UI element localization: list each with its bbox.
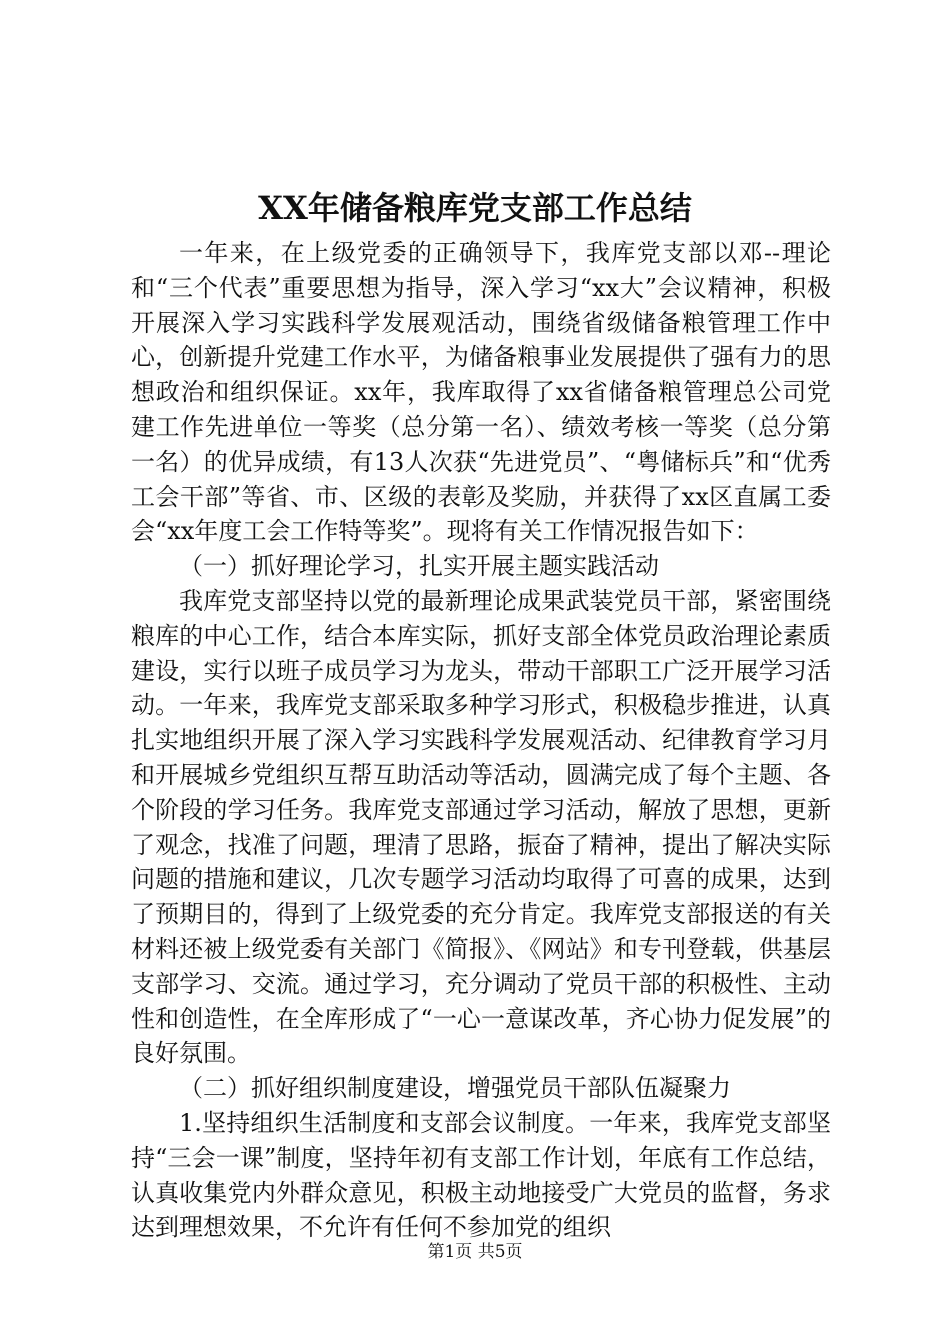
section-heading-2: （二）抓好组织制度建设，增强党员干部队伍凝聚力 — [179, 1074, 731, 1103]
intro-paragraph: 一年来，在上级党委的正确领导下，我库党支部以邓--理论和“三个代表”重要思想为指导，深入学习“xx大”会议精神，积极开展深入学习实践科学发展观活动，围绕省级储备粮管理工作中心，创新提升党建工作水平，为储备粮事业发展提供了强有力的思想政治和组织保证。xx年，我库取得了xx省储备粮管理总公司党建工作先进单位一等奖（总分第一名）、绩效考核一等奖（总分第一名）的优异成绩，有13人次获“先进党员”、“粤储标兵”和“优秀工会干部”等省、市、区级的表彰及奖励，并获得了xx区直属工委会“xx年度工会工作特等奖”。现将有关工作情况报告如下： — [131, 239, 831, 546]
section-heading-1: （一）抓好理论学习，扎实开展主题实践活动 — [179, 552, 659, 581]
document-title: XX年储备粮库党支部工作总结 — [258, 189, 692, 227]
page-footer: 第1页 共5页 — [427, 1242, 523, 1262]
section-2-paragraph: 1.坚持组织生活制度和支部会议制度。一年来，我库党支部坚持“三会一课”制度，坚持年初有支部工作计划，年底有工作总结，认真收集党内外群众意见，积极主动地接受广大党员的监督，务求达到理想效果，不允许有任何不参加党的组织 — [131, 1108, 831, 1242]
section-1-paragraph: 我库党支部坚持以党的最新理论成果武装党员干部，紧密围绕粮库的中心工作，结合本库实际，抓好支部全体党员政治理论素质建设，实行以班子成员学习为龙头，带动干部职工广泛开展学习活动。一年来，我库党支部采取多种学习形式，积极稳步推进，认真扎实地组织开展了深入学习实践科学发展观活动、纪律教育学习月和开展城乡党组织互帮互助活动等活动，圆满完成了每个主题、各个阶段的学习任务。我库党支部通过学习活动，解放了思想，更新了观念，找准了问题，理清了思路，振奋了精神，提出了解决实际问题的措施和建议，几次专题学习活动均取得了可喜的成果，达到了预期目的，得到了上级党委的充分肯定。我库党支部报送的有关材料还被上级党委有关部门《简报》、《网站》和专刊登载，供基层支部学习、交流。通过学习，充分调动了党员干部的积极性、主动性和创造性，在全库形成了“一心一意谋改革，齐心协力促发展”的良好氛围。 — [131, 586, 831, 1068]
document-body — [131, 236, 831, 1245]
